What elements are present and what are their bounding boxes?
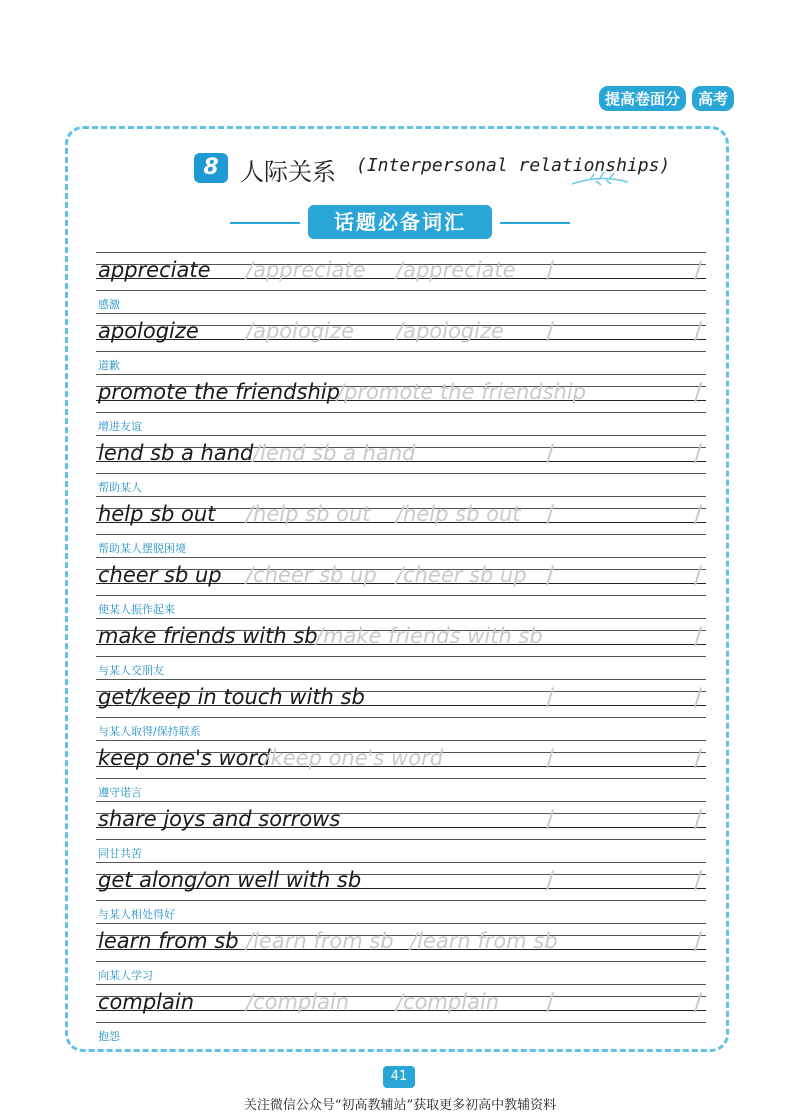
top-right-tag [599,86,734,111]
divider-slash: / [546,866,555,894]
vocab-meaning: 感激 [98,298,120,311]
trace-word: /apologize [246,319,354,343]
vocab-row [96,858,706,919]
divider-slash: / [546,500,555,528]
trace-word: /complain [246,990,350,1014]
divider-slash: / [546,317,555,345]
divider-slash: / [694,805,703,833]
trace-word: /lend sb a hand [253,441,416,465]
unit-title-cn: 人际关系 [240,158,336,186]
divider-slash: / [546,744,555,772]
vocab-row [96,614,706,675]
divider-slash: / [694,561,703,589]
vocab-word: get/keep in touch with sb [98,685,365,709]
divider-slash: / [546,805,555,833]
vocab-word: apologize [98,319,199,343]
vocab-word: help sb out [98,502,216,526]
trace-word: /learn from sb [246,929,394,953]
vocab-word: promote the friendship [98,380,340,404]
vocab-meaning: 增进友谊 [98,420,142,433]
tag-right: 高考 [692,86,734,111]
trace-word: /keep one's word [263,746,444,770]
divider-slash: / [694,378,703,406]
vocab-meaning: 帮助某人摆脱困境 [98,542,186,555]
vocab-meaning: 与某人取得/保持联系 [98,725,201,738]
vocab-row [96,431,706,492]
vocab-word: keep one's word [98,746,271,770]
vocab-meaning: 遵守诺言 [98,786,142,799]
divider-slash: / [694,866,703,894]
trace-word: /cheer sb up [246,563,377,587]
divider-slash: / [694,927,703,955]
leaf-icon [570,170,630,190]
vocab-row [96,492,706,553]
vocab-row [96,919,706,980]
trace-word: /help sb out [246,502,371,526]
vocab-meaning: 使某人振作起来 [98,603,175,616]
footer-note: 关注微信公众号“初高教辅站”获取更多初高中教辅资料 [243,1098,557,1113]
vocab-row [96,309,706,370]
section-line-left [230,222,300,224]
vocab-word: learn from sb [98,929,239,953]
vocab-meaning: 向某人学习 [98,969,153,982]
vocab-row [96,248,706,309]
trace-word: /promote the friendship [337,380,586,404]
vocab-word: cheer sb up [98,563,222,587]
divider-slash: / [694,500,703,528]
divider-slash: / [546,256,555,284]
trace-word: /apologize [396,319,504,343]
vocab-word: complain [98,990,195,1014]
vocab-row [96,370,706,431]
vocab-meaning: 同甘共苦 [98,847,142,860]
vocab-word: make friends with sb [98,624,318,648]
vocab-row [96,675,706,736]
divider-slash: / [694,683,703,711]
divider-slash: / [694,622,703,650]
divider-slash: / [694,317,703,345]
vocab-meaning: 与某人相处得好 [98,908,175,921]
divider-slash: / [694,439,703,467]
trace-word: /appreciate [396,258,516,282]
divider-slash: / [694,744,703,772]
section-title: 话题必备词汇 [308,205,492,239]
trace-word: /cheer sb up [396,563,527,587]
divider-slash: / [694,256,703,284]
unit-number-badge: 8 [194,153,228,183]
vocab-word: lend sb a hand [98,441,254,465]
vocab-meaning: 帮助某人 [98,481,142,494]
vocab-row [96,736,706,797]
trace-word: /make friends with sb [316,624,543,648]
vocab-row [96,553,706,614]
vocab-word: share joys and sorrows [98,807,341,831]
trace-word: /complain [396,990,500,1014]
trace-word: /learn from sb [410,929,558,953]
vocab-list [96,248,706,1041]
vocab-row [96,797,706,858]
unit-title-en: (Interpersonal relationships) [356,155,671,176]
vocab-meaning: 道歉 [98,359,120,372]
trace-word: /appreciate [246,258,366,282]
vocab-word: get along/on well with sb [98,868,362,892]
divider-slash: / [546,988,555,1016]
vocab-meaning: 抱怨 [98,1030,120,1043]
vocab-word: appreciate [98,258,211,282]
page-number: 41 [383,1066,415,1088]
divider-slash: / [546,439,555,467]
divider-slash: / [694,988,703,1016]
section-line-right [500,222,570,224]
divider-slash: / [546,683,555,711]
vocab-meaning: 与某人交朋友 [98,664,164,677]
divider-slash: / [546,561,555,589]
tag-left: 提高卷面分 [599,86,686,111]
trace-word: /help sb out [396,502,521,526]
vocab-row [96,980,706,1041]
